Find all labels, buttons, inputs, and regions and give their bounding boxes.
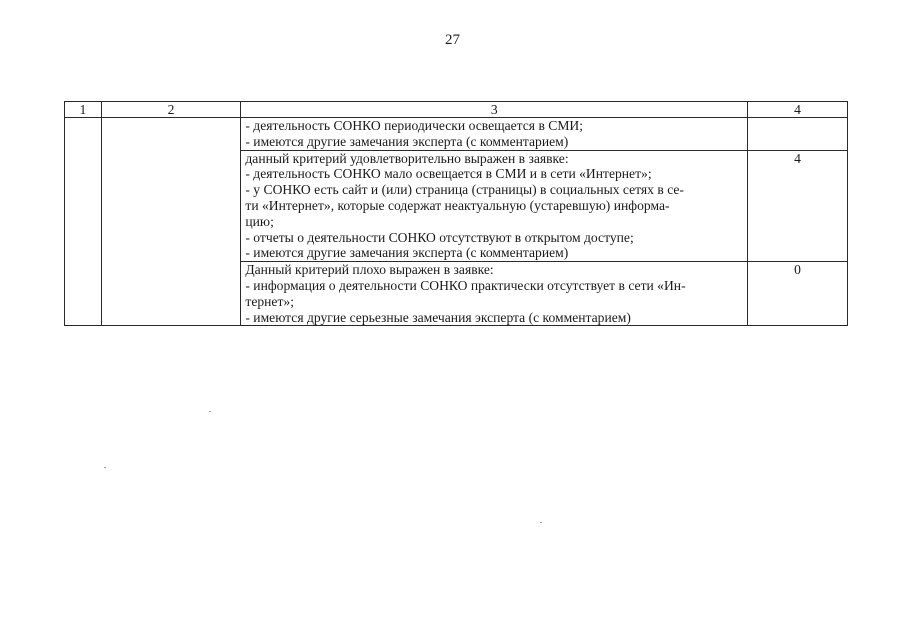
score-cell: 0: [748, 262, 848, 326]
page-number: 27: [445, 32, 460, 48]
scan-speck: [209, 411, 211, 412]
description-line: - имеются другие замечания эксперта (с комментарием): [245, 133, 569, 149]
col2-cell: [101, 118, 241, 326]
table-row: [65, 118, 848, 151]
description-line: - у СОНКО есть сайт и (или) страница (страницы) в социальных сетях в се-: [245, 182, 684, 198]
criterion-description: [241, 118, 748, 151]
score-cell: 4: [748, 150, 848, 262]
score-cell: [748, 118, 848, 151]
description-line: цию;: [245, 213, 274, 229]
table-header-row: [65, 102, 848, 118]
header-cell-1: 1: [65, 102, 102, 118]
description-line: ти «Интернет», которые содержат неактуальную (устаревшую) информа-: [245, 197, 670, 213]
description-line: - имеются другие серьезные замечания эксперта (с комментарием): [245, 309, 631, 325]
description-line: тернет»;: [245, 293, 294, 309]
header-cell-4: 4: [748, 102, 848, 118]
description-line: Данный критерий плохо выражен в заявке:: [245, 262, 494, 278]
criterion-description: [241, 262, 748, 326]
description-line: - деятельность СОНКО периодически освещается в СМИ;: [245, 118, 584, 133]
description-line: - информация о деятельности СОНКО практически отсутствует в сети «Ин-: [245, 277, 686, 293]
header-cell-2: 2: [101, 102, 241, 118]
scan-speck: [540, 522, 542, 523]
criteria-table: [64, 101, 848, 326]
description-line: - деятельность СОНКО мало освещается в СМИ и в сети «Интернет»;: [245, 166, 652, 182]
description-line: данный критерий удовлетворительно выражен в заявке:: [245, 150, 569, 166]
col1-cell: [65, 118, 102, 326]
header-cell-3: 3: [241, 102, 748, 118]
scan-speck: [104, 467, 106, 468]
description-line: - отчеты о деятельности СОНКО отсутствуют в открытом доступе;: [245, 229, 634, 245]
criterion-description: [241, 150, 748, 262]
description-line: - имеются другие замечания эксперта (с комментарием): [245, 245, 569, 261]
